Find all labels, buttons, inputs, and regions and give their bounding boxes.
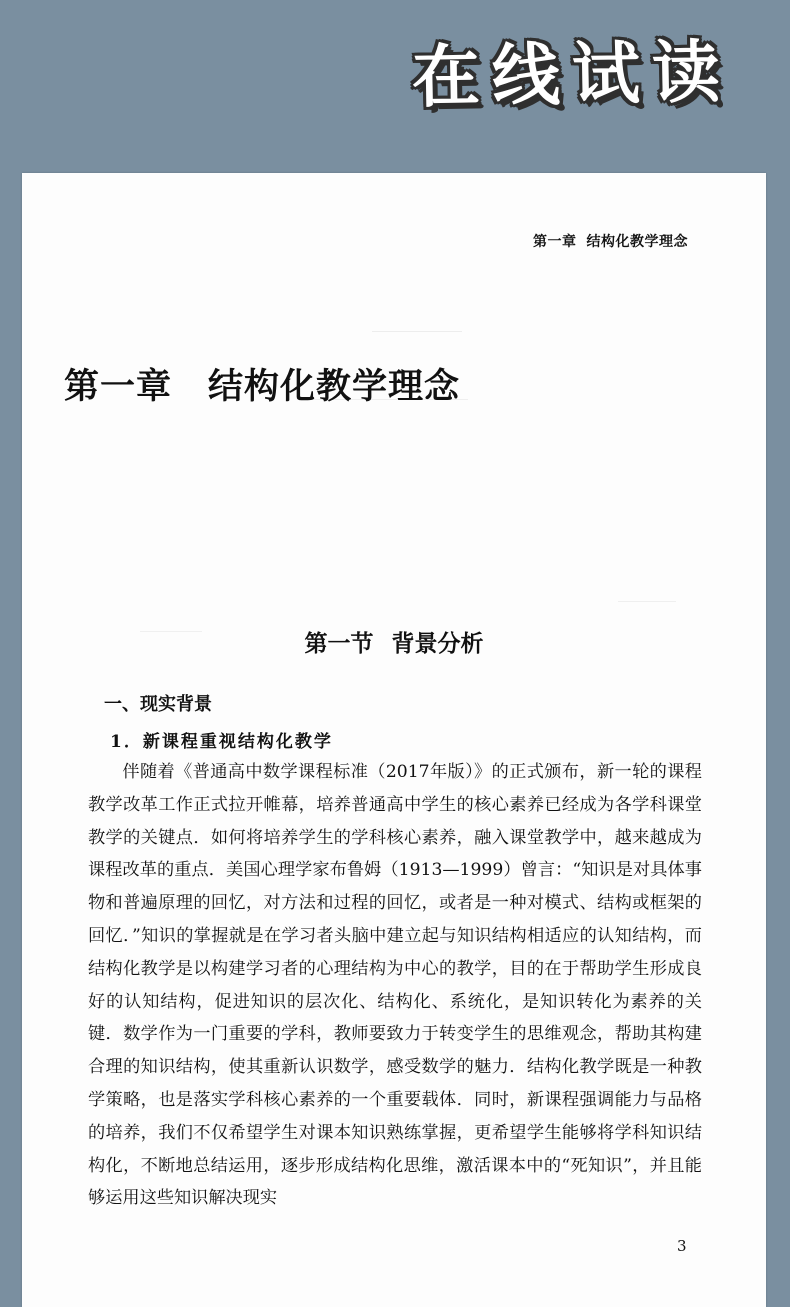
chapter-title xyxy=(64,359,460,409)
bleed-through-text xyxy=(372,331,462,342)
running-header-title: 结构化教学理念 xyxy=(586,234,688,250)
page-number: 3 xyxy=(677,1237,687,1255)
subsection-title: 一、现实背景 xyxy=(104,694,212,715)
chapter-name: 结构化教学理念 xyxy=(208,367,461,407)
bleed-through-text xyxy=(618,601,676,610)
section-name: 背景分析 xyxy=(391,630,484,657)
book-page xyxy=(22,173,766,1307)
chapter-number: 第一章 xyxy=(64,367,173,407)
body-paragraph: 伴随着《普通高中数学课程标准（2017年版）》的正式颁布，新一轮的课程教学改革工作正式拉开帷幕，培养普通高中学生的核心素养已经成为各学科课堂教学的关键点．如何将培养学生的学科核心素养，融入课堂教学中，越来越成为课程改革的重点．美国心理学家布鲁姆（1913—1999）曾言：“知识是对具体事物和普遍原理的回忆，对方法和过程的回忆，或者是一种对模式、结构或框架的回忆．”知识的掌握就是在学习者头脑中建立起与知识结构相适应的认知结构，而结构化教学是以构建学习者的心理结构为中心的教学，目的在于帮助学生形成良好的认知结构，促进知识的层次化、结构化、系统化，是知识转化为素养的关键．数学作为一门重要的学科，教师要致力于转变学生的思维观念，帮助其构建合理的知识结构，使其重新认识数学，感受数学的魅力．结构化教学既是一种教学策略，也是落实学科核心素养的一个重要载体．同时，新课程强调能力与品格的培养，我们不仅希望学生对课本知识熟练掌握，更希望学生能够将学科知识结构化，不断地总结运用，逐步形成结构化思维，激活课本中的“死知识”，并且能够运用这些知识解决现实 xyxy=(88,762,702,1209)
running-header xyxy=(533,231,688,251)
section-number: 第一节 xyxy=(304,630,374,657)
running-header-chapter: 第一章 xyxy=(533,234,577,250)
section-title xyxy=(22,625,766,658)
online-preview-banner: 在线试读 xyxy=(411,33,733,118)
item-title: 1．新课程重视结构化教学 xyxy=(110,732,333,752)
